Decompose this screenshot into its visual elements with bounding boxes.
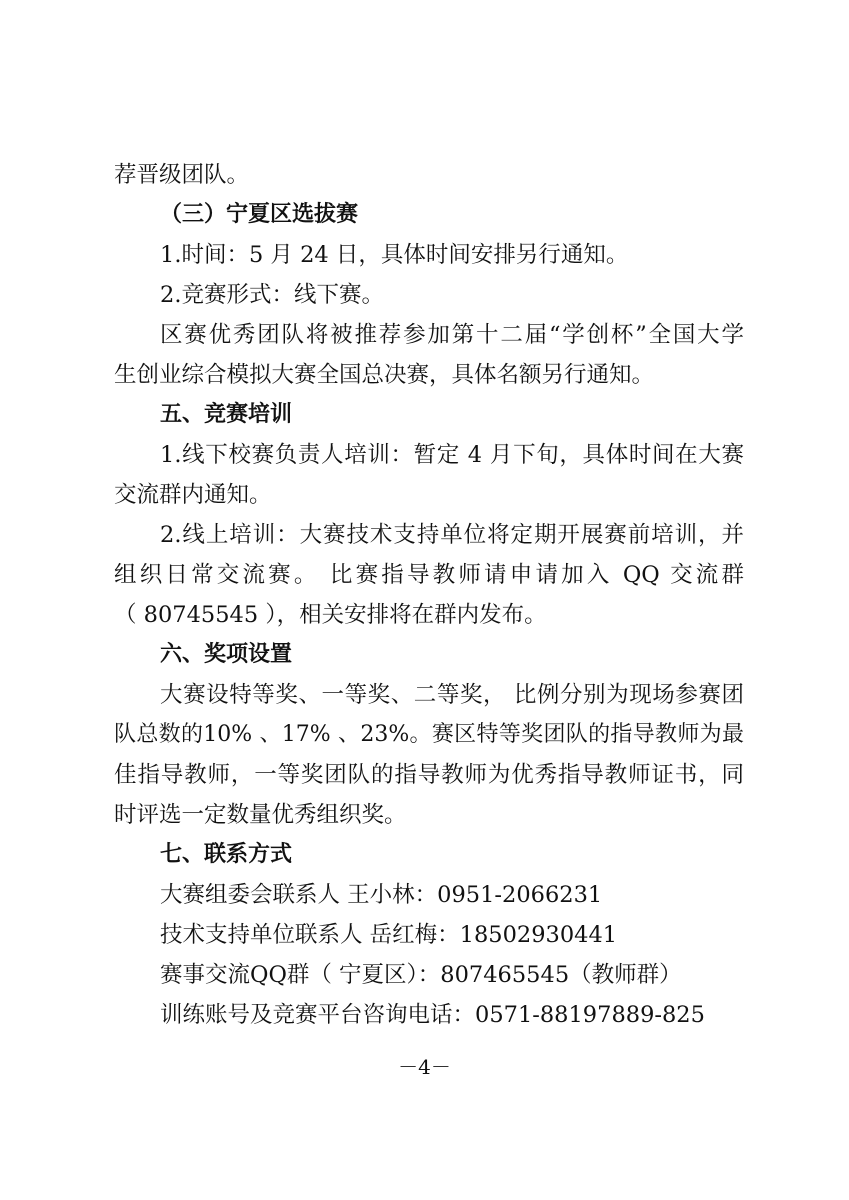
section-heading-awards: 六、奖项设置: [160, 642, 293, 667]
paragraph-line: 2.竞赛形式：线下赛。: [160, 282, 384, 308]
paragraph-line: （ 80745545 ），相关安排将在群内发布。: [114, 602, 547, 628]
contact-line: 训练账号及竞赛平台咨询电话：0571-88197889-825: [160, 1002, 705, 1028]
paragraph-line: 大赛设特等奖、一等奖、二等奖， 比例分别为现场参赛团: [160, 682, 744, 708]
paragraph-line: 组织日常交流赛。 比赛指导教师请申请加入 QQ 交流群: [114, 562, 744, 588]
section-heading-training: 五、竞赛培训: [160, 402, 293, 427]
paragraph-line: 生创业综合模拟大赛全国总决赛，具体名额另行通知。: [114, 362, 655, 388]
paragraph-line: 1.线下校赛负责人培训：暂定 4 月下旬，具体时间在大赛: [160, 442, 744, 468]
contact-line: 技术支持单位联系人 岳红梅：18502930441: [160, 922, 618, 948]
paragraph-line: 时评选一定数量优秀组织奖。: [114, 802, 407, 828]
section-heading-ningxia: （三）宁夏区选拔赛: [160, 202, 359, 227]
paragraph-line: 荐晋级团队。: [114, 162, 250, 188]
contact-line: 赛事交流QQ群（ 宁夏区）：807465545（教师群）: [160, 962, 682, 988]
section-heading-contact: 七、联系方式: [160, 842, 293, 867]
paragraph-line: 1.时间：5 月 24 日，具体时间安排另行通知。: [160, 242, 629, 268]
contact-line: 大赛组委会联系人 王小林：0951-2066231: [160, 882, 603, 908]
page-number: －4－: [398, 1055, 451, 1079]
paragraph-line: 交流群内通知。: [114, 482, 272, 508]
paragraph-line: 队总数的10% 、17% 、23%。赛区特等奖团队的指导教师为最: [114, 722, 744, 747]
paragraph-line: 区赛优秀团队将被推荐参加第十二届“学创杯”全国大学: [160, 322, 744, 348]
paragraph-line: 佳指导教师，一等奖团队的指导教师为优秀指导教师证书，同: [114, 762, 744, 788]
paragraph-line: 2.线上培训：大赛技术支持单位将定期开展赛前培训，并: [160, 522, 744, 548]
